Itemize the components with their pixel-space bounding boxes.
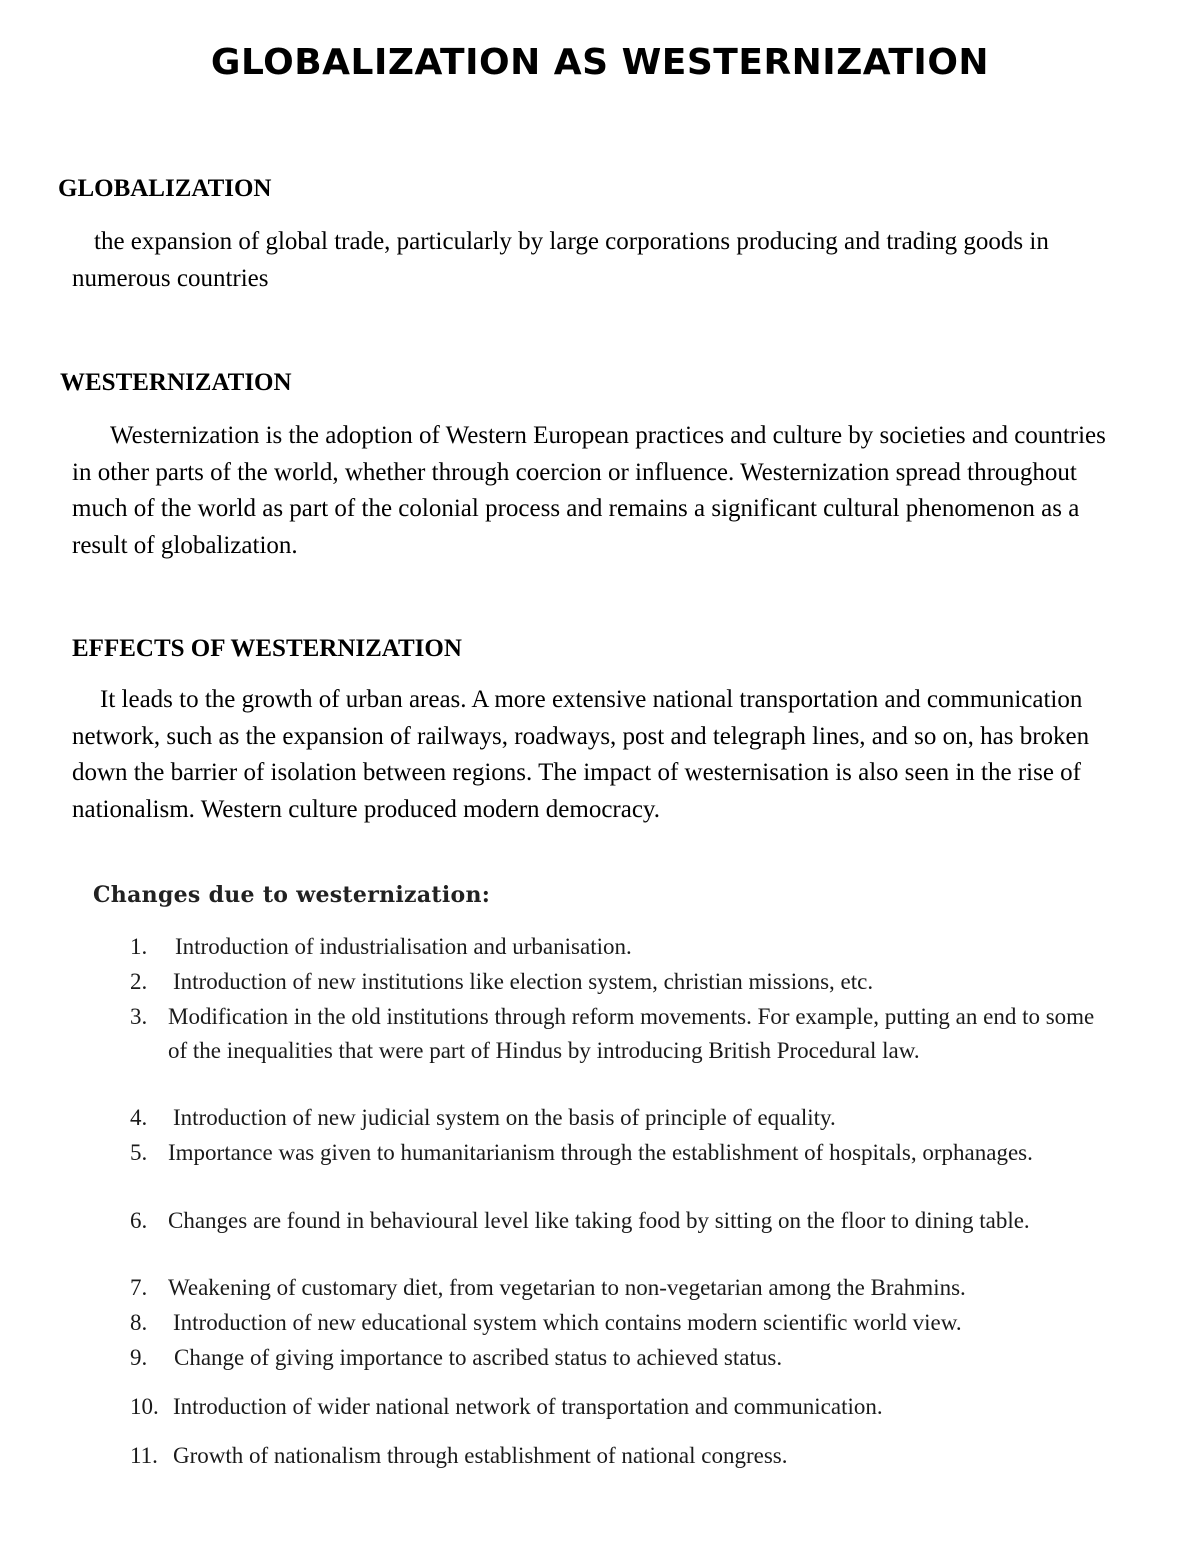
list-item-number: 10. <box>130 1394 159 1419</box>
list-item-text: Introduction of wider national network of transportation and communication. <box>173 1394 883 1419</box>
list-item-number: 2. <box>130 969 148 994</box>
list-item-number: 6. <box>130 1208 148 1233</box>
list-item-number: 3. <box>130 1004 148 1029</box>
list-item <box>130 1136 1075 1170</box>
list-item <box>130 1390 1130 1424</box>
effects-paragraph-text: It leads to the growth of urban areas. A more extensive national transportation and communication network, such as the expansion of railways, roadways, post and telegraph lines, and so on, has broken down the barrier of isolation between regions. The impact of westernisation is also seen in the rise of nationalism. Western culture produced modern democracy. <box>72 686 1090 823</box>
list-item-text: Change of giving importance to ascribed status to achieved status. <box>174 1345 783 1370</box>
list-item <box>130 1439 1130 1473</box>
list-item-text: Changes are found in behavioural level like taking food by sitting on the floor to dining table. <box>168 1208 1030 1233</box>
changes-heading: Changes due to westernization: <box>93 882 491 908</box>
list-item-text: Introduction of industrialisation and urbanisation. <box>175 934 632 959</box>
effects-paragraph <box>72 682 1134 828</box>
list-item <box>130 930 1130 964</box>
westernization-definition <box>72 418 1122 564</box>
list-item-text: Importance was given to humanitarianism through the establishment of hospitals, orphanages. <box>168 1140 1033 1165</box>
list-item-number: 5. <box>130 1140 148 1165</box>
list-item <box>130 1101 1130 1135</box>
list-item <box>130 965 1130 999</box>
list-item-text: Introduction of new educational system which contains modern scientific world view. <box>173 1310 962 1335</box>
list-item <box>130 1204 1060 1238</box>
westernization-definition-text: Westernization is the adoption of Western European practices and culture by societies and countries in other parts of the world, whether through coercion or influence. Westernization spread throughout much of the world as part of the colonial process and remains a significant cultural phenomenon as a result of globalization. <box>72 422 1106 559</box>
globalization-heading: GLOBALIZATION <box>58 175 272 202</box>
list-item <box>130 1000 1105 1068</box>
list-item <box>130 1271 1130 1305</box>
page-title: GLOBALIZATION AS WESTERNIZATION <box>210 42 990 83</box>
list-item-text: Growth of nationalism through establishment of national congress. <box>173 1443 788 1468</box>
list-item-number: 7. <box>130 1275 148 1300</box>
list-item-number: 1. <box>130 934 148 959</box>
list-item-number: 11. <box>130 1443 158 1468</box>
globalization-definition <box>72 224 1122 297</box>
list-item-text: Introduction of new judicial system on the basis of principle of equality. <box>173 1105 836 1130</box>
list-item-number: 4. <box>130 1105 148 1130</box>
effects-heading: EFFECTS OF WESTERNIZATION <box>72 635 462 662</box>
list-item-text: Modification in the old institutions through reform movements. For example, putting an end to some of the inequalities that were part of Hindus by introducing British Procedural law. <box>168 1004 1095 1063</box>
list-item-text: Introduction of new institutions like election system, christian missions, etc. <box>173 969 874 994</box>
list-item-number: 8. <box>130 1310 148 1335</box>
list-item-number: 9. <box>130 1345 148 1370</box>
list-item-text: Weakening of customary diet, from vegetarian to non-vegetarian among the Brahmins. <box>168 1275 966 1300</box>
list-item <box>130 1341 1130 1375</box>
list-item <box>130 1306 1130 1340</box>
westernization-heading: WESTERNIZATION <box>60 369 292 396</box>
globalization-definition-text: the expansion of global trade, particularly by large corporations producing and trading goods in numerous countries <box>72 228 1049 292</box>
